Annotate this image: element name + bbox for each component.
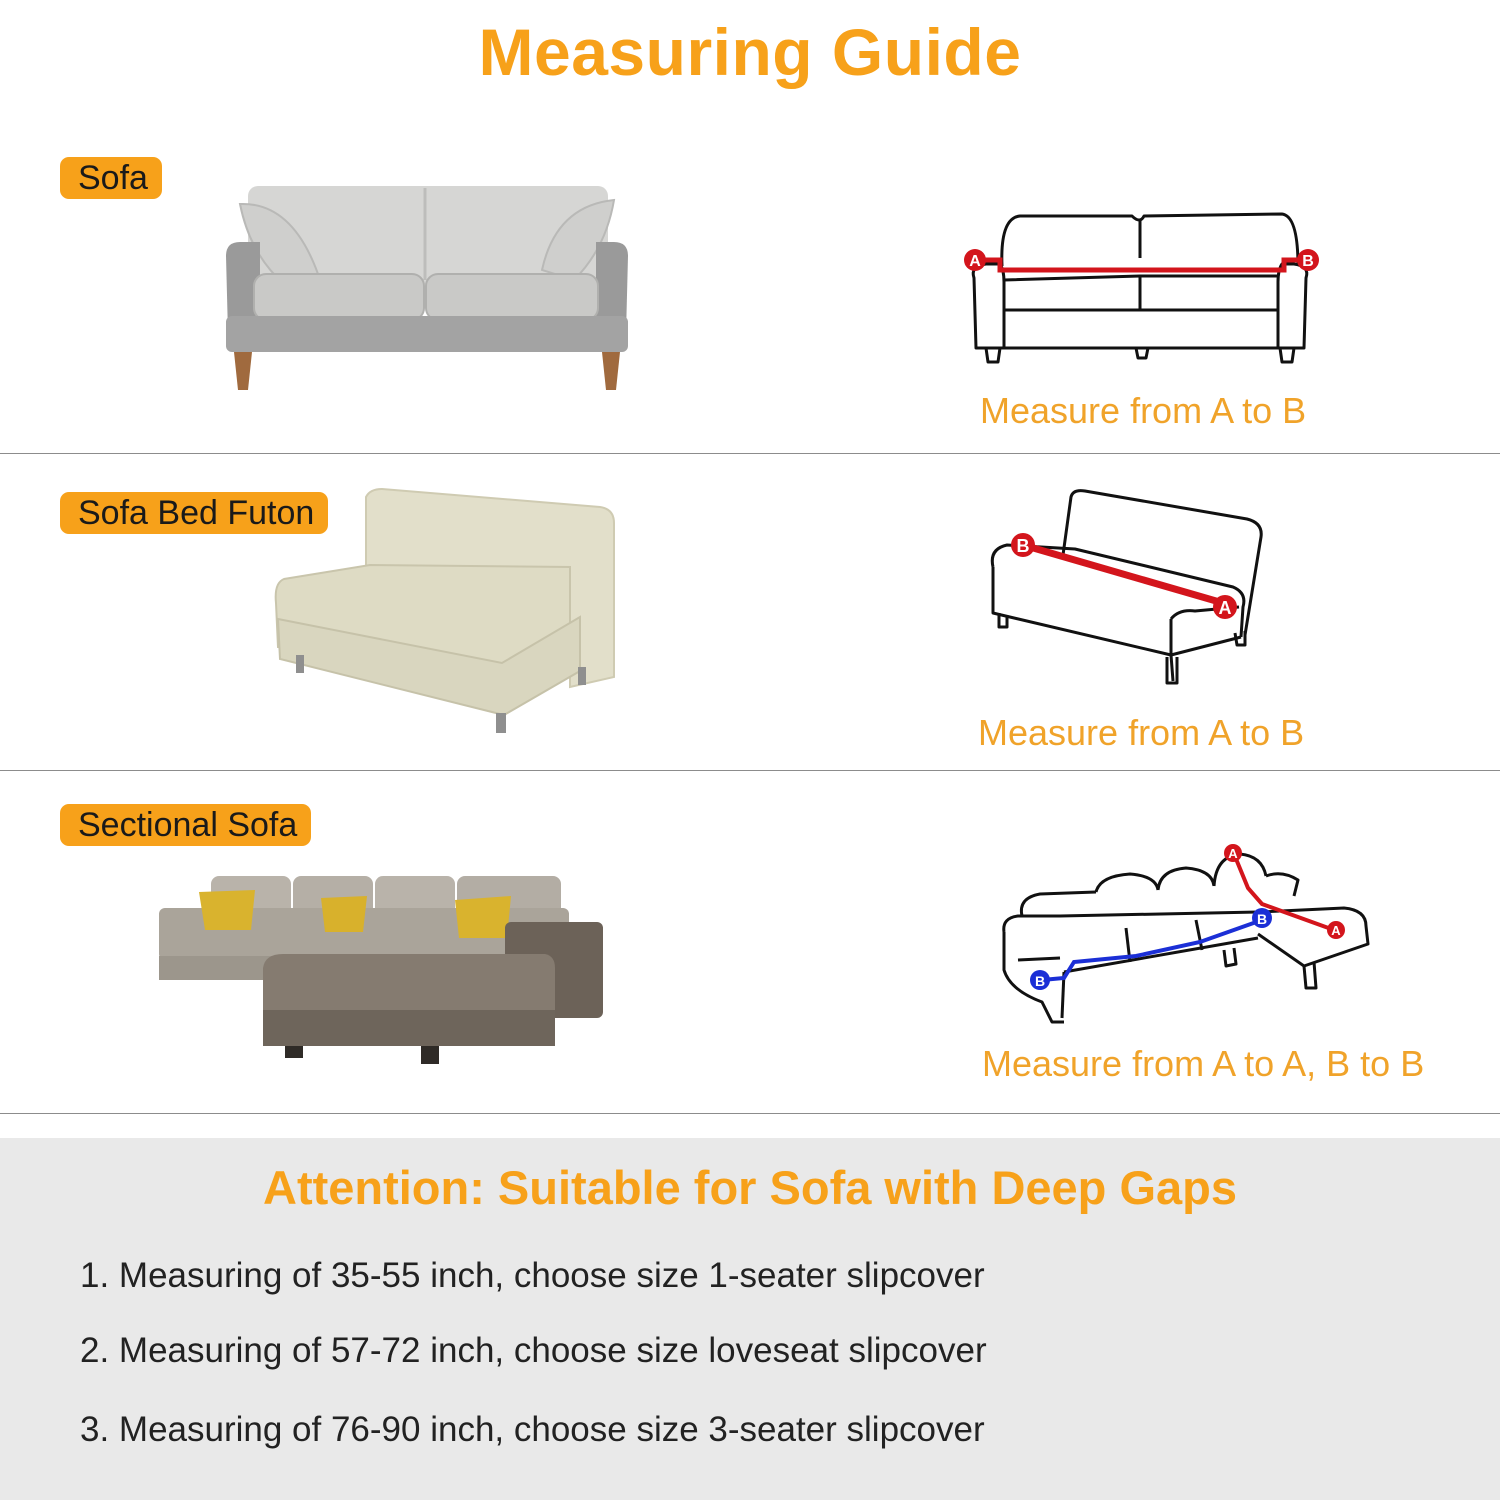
marker-a-label: A — [1331, 923, 1341, 938]
sectional-caption: Measure from A to A, B to B — [982, 1043, 1425, 1084]
sofa-measure-diagram — [960, 210, 1320, 370]
section-divider — [0, 770, 1500, 771]
sectional-measure-diagram — [1000, 840, 1372, 1028]
rule-item: 2. Measuring of 57-72 inch, choose size loveseat slipcover — [80, 1331, 987, 1370]
rule-item: 1. Measuring of 35-55 inch, choose size 1-seater slipcover — [80, 1256, 985, 1295]
marker-b-label: B — [1256, 911, 1268, 927]
sectional-tag: Sectional Sofa — [60, 804, 311, 846]
marker-a-label: A — [1228, 846, 1238, 861]
futon-caption: Measure from A to B — [978, 712, 1305, 753]
futon-photo — [270, 487, 620, 737]
marker-a-label: A — [1218, 598, 1232, 618]
rule-item: 3. Measuring of 76-90 inch, choose size 3-seater slipcover — [80, 1410, 985, 1449]
page-title: Measuring Guide — [478, 15, 1022, 89]
sofa-caption: Measure from A to B — [980, 390, 1307, 431]
attention-heading: Attention: Suitable for Sofa with Deep Gaps — [263, 1161, 1237, 1214]
sectional-photo — [155, 870, 607, 1070]
section-divider — [0, 1113, 1500, 1114]
futon-tag: Sofa Bed Futon — [60, 492, 328, 534]
sofa-tag: Sofa — [60, 157, 162, 199]
marker-a-label: A — [969, 253, 981, 270]
marker-b-label: B — [1302, 253, 1314, 270]
futon-measure-diagram — [985, 485, 1275, 690]
marker-b-label: B — [1034, 973, 1046, 989]
sofa-photo — [222, 184, 632, 396]
attention-panel — [0, 1138, 1500, 1500]
section-divider — [0, 453, 1500, 454]
marker-b-label: B — [1016, 536, 1030, 556]
